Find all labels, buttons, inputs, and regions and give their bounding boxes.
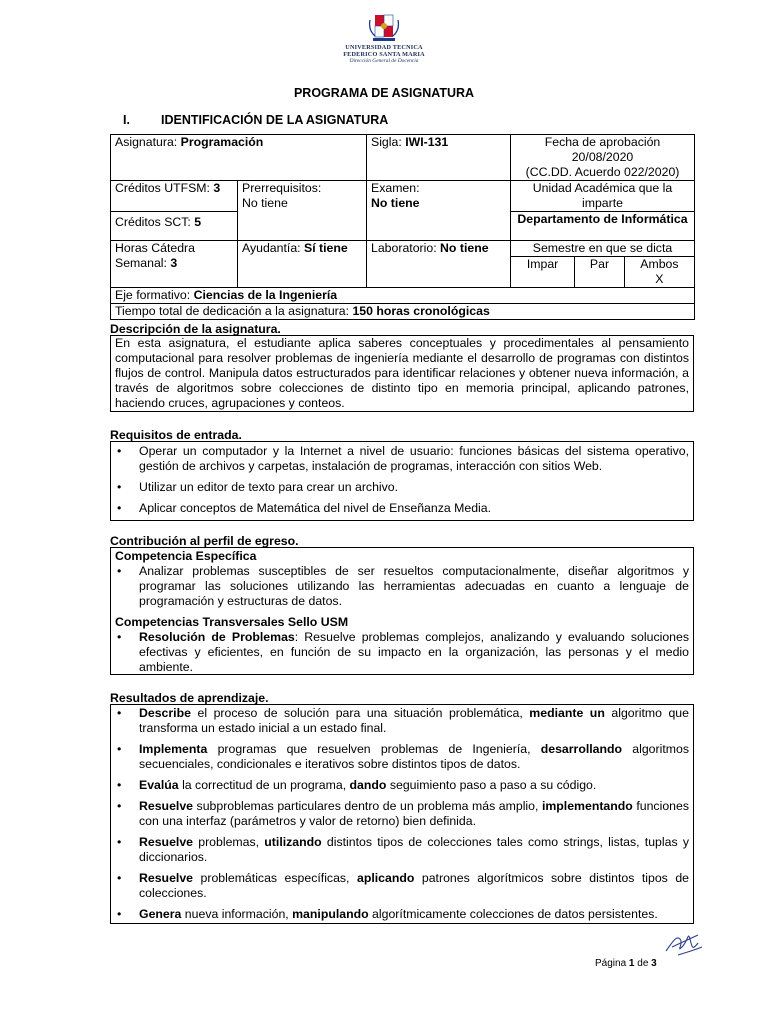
cell-examen <box>367 181 511 241</box>
resultados-heading: Resultados de aprendizaje. <box>110 691 269 705</box>
descripcion-box <box>110 335 694 412</box>
ayudantia-label: Ayudantía: <box>242 241 304 255</box>
semestre-par: Par <box>575 257 625 287</box>
competencia-especifica-title: Competencia Específica <box>115 549 257 563</box>
sigla-label: Sigla: <box>371 135 406 149</box>
ayudantia-value: Sí tiene <box>304 241 348 255</box>
cell-creditos-utfsm <box>111 181 238 212</box>
cell-asignatura <box>111 135 367 181</box>
university-logo <box>340 14 428 64</box>
creditos-sct-label: Créditos SCT: <box>115 215 195 229</box>
asignatura-value: Programación <box>180 135 264 149</box>
semestre-label: Semestre en que se dicta <box>511 241 694 257</box>
competencias-transversales-list <box>115 630 689 675</box>
competencia-especifica-list <box>115 564 689 609</box>
cell-eje-formativo <box>111 288 695 304</box>
creditos-utfsm-label: Créditos UTFSM: <box>115 181 214 195</box>
horas-label: Horas Cátedra <box>115 241 195 255</box>
prerrequisitos-label: Prerrequisitos: <box>242 181 322 195</box>
descripcion-heading: Descripción de la asignatura. <box>110 322 281 336</box>
prerrequisitos-value: No tiene <box>242 196 288 210</box>
list-item: • Resuelve problemas, utilizando distintos tipos de colecciones tales como strings, listas, tuplas y diccionarios. <box>117 835 689 864</box>
contribucion-heading: Contribución al perfil de egreso. <box>110 534 299 548</box>
cell-horas-catedra <box>111 241 238 288</box>
cell-creditos-sct <box>111 212 238 241</box>
asignatura-label: Asignatura: <box>115 135 181 149</box>
university-crest-icon <box>362 14 406 44</box>
examen-label: Examen: <box>371 181 420 195</box>
page-footer <box>595 956 657 971</box>
fecha-value: 20/08/2020 <box>571 150 634 164</box>
identification-table <box>110 134 695 320</box>
examen-value: No tiene <box>371 196 420 210</box>
footer-total-pages: 3 <box>651 958 657 969</box>
document-title: PROGRAMA DE ASIGNATURA <box>293 86 475 100</box>
cell-fecha-aprobacion <box>511 135 695 181</box>
cell-tiempo-total <box>111 304 695 320</box>
resultados-box <box>110 704 694 924</box>
signature-icon <box>662 925 706 959</box>
descripcion-text: En esta asignatura, el estudiante aplica saberes conceptuales y procedimentales al pensamiento computacional para resolver problemas de ingeniería mediante el desarrollo de programas con distintos flujos de control. Manipula datos estructurados para identificar relaciones y obtener nueva información, a través de algoritmos sobre colecciones de distinto tipo en memoria principal, aplicando patrones, haciendo cruces, agrupaciones y conteos. <box>115 336 689 410</box>
list-item: • Resolución de Problemas: Resuelve problemas complejos, analizando y evaluando soluciones efectivas y eficientes, en función de su impacto en la organización, las personas y el medio ambiente. <box>117 630 690 674</box>
horas-semanal-label: Semanal: <box>115 256 171 270</box>
semestre-options <box>511 257 694 287</box>
resultados-list <box>115 706 689 922</box>
cell-sigla <box>367 135 511 181</box>
semestre-impar: Impar <box>526 257 559 271</box>
semestre-ambos: Ambos X <box>624 257 694 287</box>
cell-semestre <box>511 241 695 288</box>
section-number: I. <box>123 113 130 127</box>
cell-ayudantia <box>238 241 367 288</box>
laboratorio-value: No tiene <box>440 241 489 255</box>
fecha-acuerdo: (CC.DD. Acuerdo 022/2020) <box>525 165 680 179</box>
eje-value: Ciencias de la Ingeniería <box>193 288 338 302</box>
competencias-transversales-title: Competencias Transversales Sello USM <box>115 615 349 629</box>
cell-departamento: Departamento de Informática <box>511 212 695 241</box>
semestre-mark: X <box>655 272 664 286</box>
eje-label: Eje formativo: <box>115 288 194 302</box>
footer-de-label: de <box>634 958 652 969</box>
list-item: • Aplicar conceptos de Matemática del nivel de Enseñanza Media. <box>117 501 492 515</box>
creditos-sct-value: 5 <box>194 215 202 229</box>
logo-line-3: Dirección General de Docencia <box>349 58 419 64</box>
list-item: • Genera nueva información, manipulando algorítmicamente colecciones de datos persistentes. <box>117 907 658 921</box>
list-item: • Resuelve problemáticas específicas, aplicando patrones algorítmicos sobre distintos tipos de colecciones. <box>117 871 690 900</box>
logo-line-2: FEDERICO SANTA MARIA <box>343 51 425 58</box>
requisitos-list <box>115 444 689 516</box>
fecha-label: Fecha de aprobación <box>544 135 661 149</box>
laboratorio-label: Laboratorio: <box>371 241 441 255</box>
creditos-utfsm-value: 3 <box>213 181 221 195</box>
tiempo-label: Tiempo total de dedicación a la asignatura: <box>115 304 353 318</box>
requisitos-heading: Requisitos de entrada. <box>110 428 242 442</box>
footer-pagina-label: Página <box>595 958 629 969</box>
list-item: • Analizar problemas susceptibles de ser resueltos computacionalmente, diseñar algoritmos y programar las soluciones utilizando las herramientas adecuadas en cuanto a lenguaje de programación y estructuras de datos. <box>117 564 689 608</box>
cell-laboratorio <box>367 241 511 288</box>
list-item: • Operar un computador y la Internet a nivel de usuario: funciones básicas del sistema operativo, gestión de archivos y carpetas, instalación de programas, interacción con sitios Web. <box>117 444 689 473</box>
list-item: • Resuelve subproblemas particulares dentro de un problema más amplio, implementando funciones con una interfaz (parámetros y valor de retorno) bien definida. <box>117 799 689 828</box>
horas-value: 3 <box>170 256 178 270</box>
sigla-value: IWI-131 <box>405 135 449 149</box>
logo-line-1: UNIVERSIDAD TECNICA <box>345 44 423 51</box>
list-item: • Implementa programas que resuelven problemas de Ingeniería, desarrollando algoritmos secuenciales, condicionales e iterativos sobre distintos tipos de datos. <box>117 742 689 771</box>
tiempo-value: 150 horas cronológicas <box>352 304 490 318</box>
cell-prerrequisitos <box>238 181 367 241</box>
requisitos-box <box>110 441 694 521</box>
footer-current-page: 1 <box>628 958 635 969</box>
list-item: • Utilizar un editor de texto para crear un archivo. <box>117 480 399 494</box>
list-item: • Evalúa la correctitud de un programa, dando seguimiento paso a paso a su código. <box>117 778 597 792</box>
section-title-text: IDENTIFICACIÓN DE LA ASIGNATURA <box>161 113 389 127</box>
cell-unidad-academica: Unidad Académica que la imparte <box>511 181 695 212</box>
list-item: • Describe el proceso de solución para una situación problemática, mediante un algoritmo que transforma un estado inicial a un estado final. <box>117 706 689 735</box>
contribucion-box <box>110 547 694 675</box>
section-title <box>123 113 388 128</box>
